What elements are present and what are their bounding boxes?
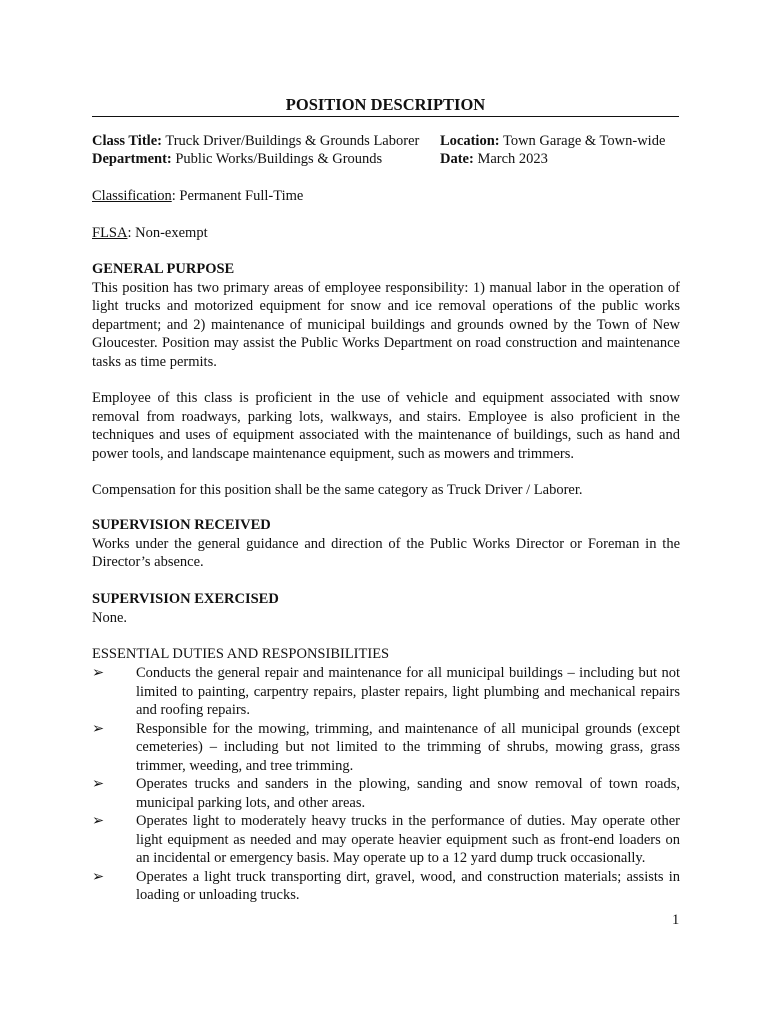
- duties-heading: ESSENTIAL DUTIES AND RESPONSIBILITIES: [92, 646, 390, 662]
- duty-text: Responsible for the mowing, trimming, and maintenance of all municipal grounds (except cemeteries) – including but not limited to the trimming of shrubs, mowing grass, grass trimmer, weeding, and tree trimming.: [136, 720, 680, 774]
- arrow-bullet-icon: ➢: [92, 868, 105, 885]
- general-purpose-paragraph-1: This position has two primary areas of employee responsibility: 1) manual labor in the operation of light trucks and motorized equipment for snow and ice removal operations of the public works department; and 2) maintenance of municipal buildings and grounds owned by the Town of New Gloucester. Position may assist the Public Works Department on road construction and maintenance tasks as time permits.: [92, 279, 680, 370]
- duty-text: Operates a light truck transporting dirt, gravel, wood, and construction materials; assists in loading or unloading trucks.: [136, 868, 680, 903]
- general-purpose-paragraph-2: Employee of this class is proficient in the use of vehicle and equipment associated with snow removal from roadways, parking lots, walkways, and stairs. Employee is also proficient in the techniques and uses of equipment associated with the maintenance of buildings, such as hand and power tools, and landscape maintenance equipment, such as mowers and trimmers.: [92, 390, 680, 462]
- class-title-label: Class Title:: [92, 133, 162, 149]
- duty-text: Operates trucks and sanders in the plowing, sanding and snow removal of town roads, municipal parking lots, and other areas.: [136, 776, 680, 811]
- classification-value: : Permanent Full-Time: [171, 188, 304, 204]
- list-item: [92, 720, 680, 776]
- date-value: March 2023: [477, 151, 548, 167]
- supervision-received-text: Works under the general guidance and direction of the Public Works Director or Foreman in the Director’s absence.: [92, 535, 680, 570]
- arrow-bullet-icon: ➢: [92, 720, 105, 737]
- page-number: 1: [672, 912, 680, 928]
- classification-line: [92, 187, 303, 206]
- general-purpose-section: [92, 260, 680, 371]
- flsa-label: FLSA: [92, 225, 128, 241]
- class-title-line: [92, 132, 419, 151]
- page-title: POSITION DESCRIPTION: [285, 95, 486, 114]
- supervision-received-section: [92, 516, 680, 572]
- list-item: [92, 868, 680, 905]
- duty-text: Operates light to moderately heavy trucks in the performance of duties. May operate other light equipment as needed and may operate heavier equipment such as front-end loaders on an incidental or emergency basis. May operate up to a 12 yard dump truck occasionally.: [136, 813, 680, 866]
- list-item: [92, 664, 680, 720]
- supervision-received-heading: SUPERVISION RECEIVED: [92, 517, 271, 533]
- arrow-bullet-icon: ➢: [92, 776, 105, 792]
- list-item: [92, 812, 680, 868]
- location-value: Town Garage & Town-wide: [502, 133, 666, 149]
- flsa-value: : Non-exempt: [127, 225, 208, 241]
- duty-text: Conducts the general repair and maintenance for all municipal buildings – including but not limited to painting, carpentry repairs, plaster repairs, light plumbing and mechanical repairs and roofing repairs.: [136, 665, 680, 718]
- supervision-exercised-heading: SUPERVISION EXERCISED: [92, 591, 279, 607]
- department-line: [92, 150, 382, 169]
- arrow-bullet-icon: ➢: [92, 665, 105, 681]
- duties-list: [92, 664, 680, 905]
- location-line: [440, 132, 665, 151]
- supervision-exercised-text: None.: [92, 609, 128, 626]
- classification-label: Classification: [92, 188, 172, 204]
- general-purpose-paragraph-3: Compensation for this position shall be the same category as Truck Driver / Laborer.: [92, 482, 583, 498]
- arrow-bullet-icon: ➢: [92, 813, 105, 829]
- supervision-exercised-section: [92, 590, 680, 627]
- date-label: Date:: [440, 151, 474, 167]
- title-rule: [92, 94, 679, 117]
- general-purpose-heading: GENERAL PURPOSE: [92, 261, 235, 277]
- date-line: [440, 150, 548, 169]
- department-label: Department:: [92, 151, 172, 167]
- department-value: Public Works/Buildings & Grounds: [175, 151, 383, 167]
- list-item: [92, 775, 680, 812]
- flsa-line: [92, 224, 208, 243]
- location-label: Location:: [440, 133, 500, 149]
- class-title-value: Truck Driver/Buildings & Grounds Laborer: [165, 133, 420, 149]
